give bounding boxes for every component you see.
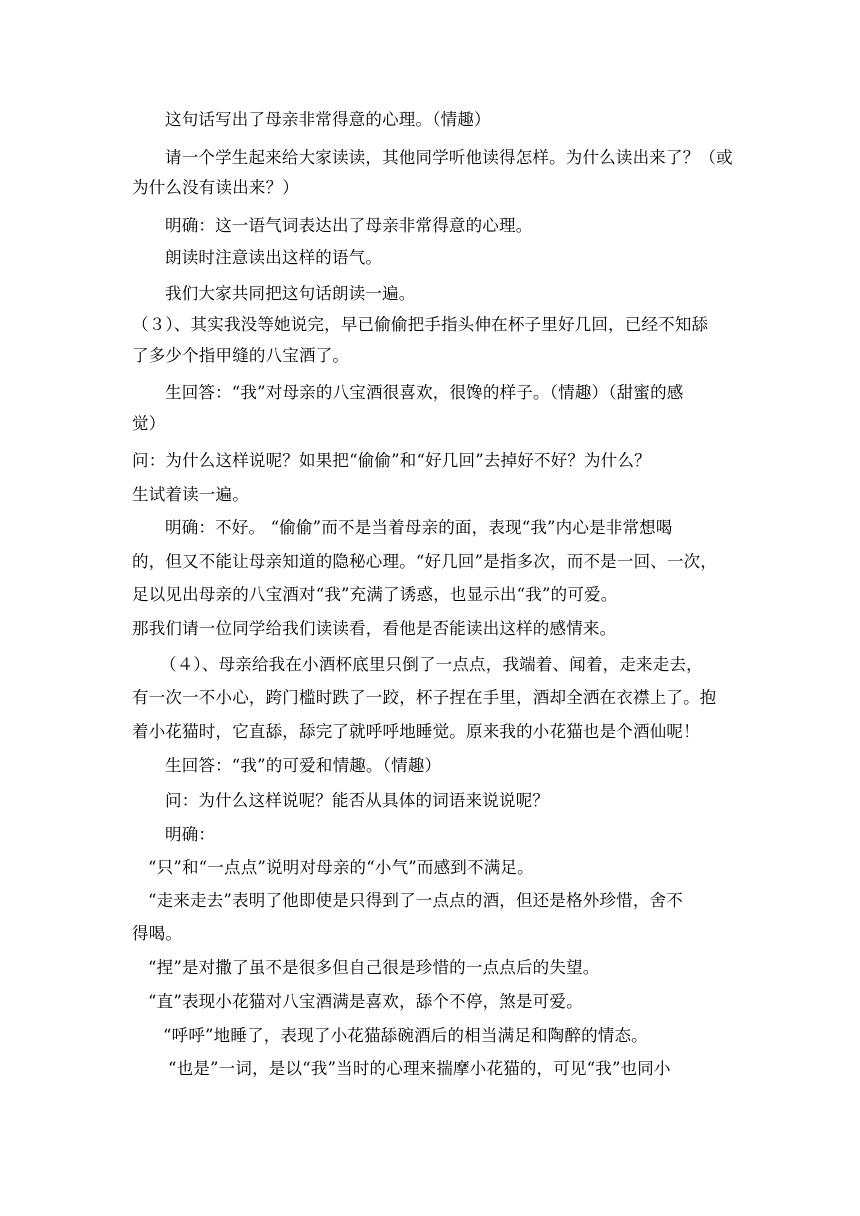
paragraph-line: （３）、其实我没等她说完，早已偷偷把手指头伸在杯子里好几回，已经不知舔	[132, 315, 709, 334]
paragraph-line: 为什么没有读出来？）	[132, 178, 299, 197]
paragraph-line: 这句话写出了母亲非常得意的心理。（情趣）	[165, 110, 491, 129]
paragraph-line: 有一次一不小心，跨门槛时跌了一跤，杯子捏在手里，酒却全洒在衣襟上了。抱	[132, 688, 717, 707]
paragraph-line: “呼呼”地睡了，表现了小花猫舔碗酒后的相当满足和陶醉的情态。	[163, 1026, 648, 1045]
paragraph-line: 生回答：“我”对母亲的八宝酒很喜欢，很馋的样子。（情趣）（甜蜜的感	[165, 383, 684, 402]
paragraph-line: 问：为什么这样说呢？如果把“偷偷”和“好几回”去掉好不好？为什么？	[132, 451, 651, 470]
paragraph-line: “直”表现小花猫对八宝酒满是喜欢，舔个不停，煞是可爱。	[148, 992, 583, 1011]
paragraph-line: 足以见出母亲的八宝酒对“我”充满了诱惑，也显示出“我”的可爱。	[132, 585, 618, 604]
paragraph-line: 了多少个指甲缝的八宝酒了。	[132, 346, 350, 365]
paragraph-line: “走来走去”表明了他即使是只得到了一点点的酒，但还是格外珍惜，舍不	[148, 891, 683, 910]
paragraph-line: 明确：	[165, 825, 216, 844]
paragraph-line: 得喝。	[132, 924, 183, 943]
paragraph-line: 着小花猫时，它直舔，舔完了就呼呼地睡觉。原来我的小花猫也是个酒仙呢！	[132, 722, 700, 741]
paragraph-line: “也是”一词，是以“我”当时的心理来揣摩小花猫的，可见“我”也同小	[168, 1059, 671, 1078]
paragraph-line: （４）、母亲给我在小酒杯底里只倒了一点点，我端着、闻着，走来走去，	[160, 655, 703, 674]
paragraph-line: 那我们请一位同学给我们读读看，看他是否能读出这样的感情来。	[132, 619, 617, 638]
paragraph-line: 我们大家共同把这句话朗读一遍。	[165, 284, 416, 303]
paragraph-line: 请一个学生起来给大家读读，其他同学听他读得怎样。为什么读出来了？（或	[165, 148, 733, 167]
paragraph-line: 生回答：“我”的可爱和情趣。（情趣）	[165, 756, 442, 775]
paragraph-line: 明确：这一语气词表达出了母亲非常得意的心理。	[165, 216, 533, 235]
paragraph-line: 生试着读一遍。	[132, 485, 249, 504]
paragraph-line: 朗读时注意读出这样的语气。	[165, 248, 383, 267]
paragraph-line: “捏”是对撒了虽不是很多但自己很是珍惜的一点点后的失望。	[148, 958, 600, 977]
paragraph-line: 觉）	[132, 414, 166, 433]
paragraph-line: 问：为什么这样说呢？能否从具体的词语来说说呢？	[165, 791, 550, 810]
paragraph-line: 明确：不好。 “偷偷”而不是当着母亲的面，表现“我”内心是非常想喝	[165, 518, 673, 537]
paragraph-line: “只”和“一点点”说明对母亲的“小气”而感到不满足。	[148, 858, 534, 877]
paragraph-line: 的，但又不能让母亲知道的隐秘心理。“好几回”是指多次，而不是一回、一次，	[132, 552, 718, 571]
